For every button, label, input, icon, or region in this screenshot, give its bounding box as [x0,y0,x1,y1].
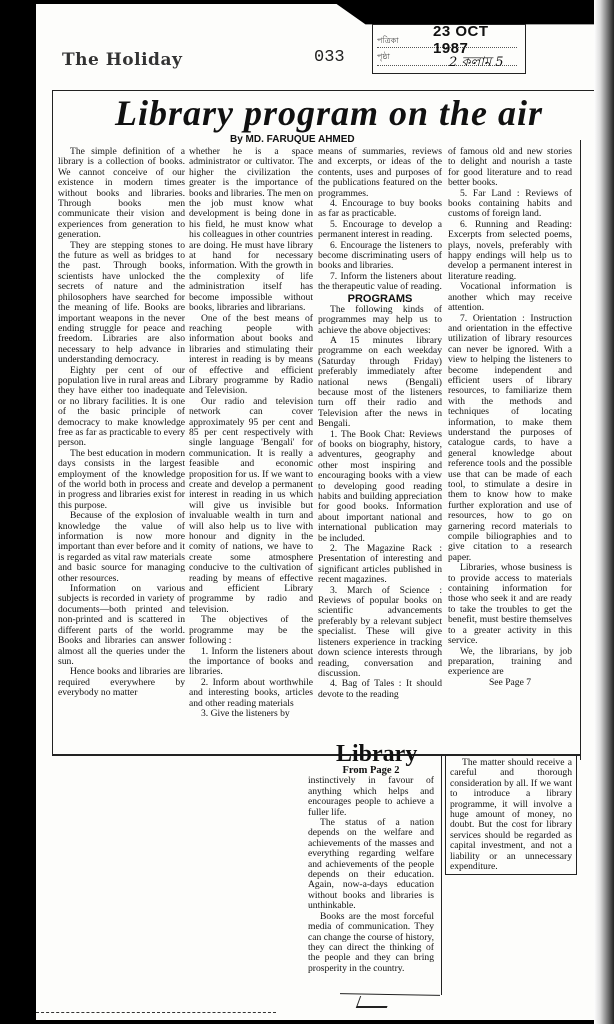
page-number: 033 [314,48,345,67]
from-page-line: From Page 2 [342,765,400,776]
article-column-2 [189,147,313,719]
paragraph: instinctively in favour of anything which helps and encourages people to achieve a fuller life. [308,775,434,818]
objective-item: 2. Inform about worthwhile and interesting books, articles and other reading materials [189,676,313,709]
objective-item: 6. Encourage the listeners to become discriminating users of books and libraries. [318,239,442,272]
article-byline: By MD. FARUQUE AHMED [230,134,355,145]
jump-line: See Page 7 [488,676,532,688]
article-left-rule [52,90,53,754]
continuation-column [308,766,434,974]
article-column-4 [448,147,572,688]
paragraph: Books are the most forceful media of communication. They can change the course of history, they can direct the thinking of the people and they can bring prosperity in the country. [308,910,434,974]
objective-item: 3. Give the listeners by [201,707,290,719]
paragraph: means of summaries, reviews and excerpts, or ideas of the contents, uses and purposes of the publications featured on the programmes. [318,146,442,199]
paragraph: Information on various subjects is recorded in variety of documents—both printed and non-printed and is scattered in different parts of the world. Books and libraries can answer almost all the queries under the sun. [58,583,185,667]
paragraph: We, the librarians, by job preparation, training and experience are [448,645,572,678]
continuation-box-text [450,758,572,872]
paragraph: They are stepping stones to the future as well as bridges to the past. Through books, scientists have unlocked the secrets of nature and the philosophers have searched for the meaning of life. Books are important weapons in the never ending struggle for peace and freedom. Libraries are also necessary to help advance in understanding democracy. [58,239,185,366]
paragraph: Hence books and libraries are required everywhere by everybody no matter [58,666,185,699]
continuation-column-rule [441,755,442,995]
section-subheading: PROGRAMS [347,292,413,305]
objective-item: 1. Inform the listeners about the importance of books and libraries. [189,645,313,678]
paragraph: of famous old and new stories to delight and nourish a taste for good literature and to read better books. [448,146,572,189]
continuation-heading: Library [336,741,418,767]
paragraph: Libraries, whose business is to provide access to materials containing information for those who seek it and are ready to take the troubles to get the benefit, must bestire themselves to a greater activity in this service. [448,562,572,647]
article-column-3 [318,147,442,700]
article-right-rule [580,140,581,760]
objective-item: 5. Encourage to develop a permanent interest in reading. [318,218,442,241]
newspaper-masthead: The Holiday [62,50,183,70]
stamp-date: 23 OCT 1987 [433,23,489,57]
paragraph: The objectives of the programme may be the following : [189,614,313,647]
program-item: 3. March of Science : Reviews of popular books on scientific advancements preferably by a relevant subject specialist. These will give listeners experience in tracking down science interests through reading, conversation and discussion. [318,584,442,679]
program-item: 1. The Book Chat: Reviews of books on biography, history, adventures, geography and other most inspiring and encouraging books with a view to developing good reading habits and building appreciation for good books. Information about important national and international publication may be included. [318,428,442,544]
paragraph: A 15 minutes library programme on each weekday (Saturday through Friday) preferably immediately after national news (Bengali) because most of the listeners turn off their radio and Television after the news in Bengali. [318,334,442,430]
stamp-row2-label: পৃষ্ঠা [377,52,390,61]
program-item: 7. Orientation : Instruction and orientation in the effective utilization of library resources can never be ignored. With a view to helping the listeners to become independent and efficient users of library resources, to familiarize them with the methods and techniques of locating information, to make them understand the purposes of catalogue cards, to have a general knowledge about reference tools and the possible use that can be made of each tool, to stimulate a desire in them to know how to make further exploration and use of resources, how to go on garnering record materials to compile biliographies and to give citation to a research paper. [448,312,572,563]
paragraph: whether he is a space administrator or cultivator. The higher the civilization the greater is the importance of books and libraries. The men on the job must know what development is being done in his field, he must know what his colleagues in other countries are doing. He must have library at hand for necessary information. With the growth in the complexity of life administration itself has become impossible without books, libraries and librarians. [189,146,313,314]
torn-edge [36,1004,276,1013]
objective-item: 7. Inform the listeners about the therapeutic value of reading. [318,270,442,293]
paragraph: Our radio and television network can cover approximately 95 per cent and 85 per cent respectively with single language 'Bengali' for communication. It is really a feasible and economic proposition for us. If we want to create and develop a permanent interest in reading in us which will give us invisible but invaluable wealth in turn and will also help us to live with honour and dignity in the comity of nations, we have to create some atmosphere conducive to the cultivation of reading by means of effective and efficient Library programme by radio and television. [189,395,313,615]
paragraph: The matter should receive a careful and thorough consideration by all. If we want to introduce a library programme, it will involve a huge amount of money, no doubt. But the cost for library services should be regarded as capital investment, and not a liability or an unnecessary expenditure. [450,757,572,873]
paragraph: The following kinds of programmes may help us to achieve the above objectives: [318,303,442,336]
scan-shadow-edge [594,0,614,1024]
paragraph: Because of the explosion of knowledge the value of information is now more important than ever before and it is regarded as vital raw materials and basic source for managing other resources. [58,510,185,584]
paragraph: Eighty per cent of our population live in rural areas and they have either too inadequate or no library facilities. It is one of the basic principle of democracy to make knowledge free as far as practicable to every person. [58,364,185,449]
paragraph: The simple definition of a library is a collection of books. We cannot conceive of our existence in modern times without books and libraries. Through books men communicate their vision and experiences from generation to generation. [58,146,185,241]
paragraph: The status of a nation depends on the welfare and achievements of the masses and everything regarding welfare and achievements of the people depends on their education. Again, now-a-days education without books and libraries is unthinkable. [308,817,434,912]
archive-stamp [372,24,526,74]
article-column-1 [58,147,185,699]
paragraph: One of the best means of reaching people with information about books and libraries and stimulating their interest in reading is by means of effective and efficient Library programme by Radio and Television. [189,312,313,397]
paragraph: The best education in modern days consists in the largest employment of the knowledge of the world both in process and in progress and libraries exist for this purpose. [58,447,185,511]
stamp-row1-label: পত্রিকা [377,36,399,45]
handwritten-check-mark [356,996,391,1008]
program-item: 5. Far Land : Reviews of books containing habits and customs of foreign land. [448,187,572,220]
paragraph: Vocational information is another which may receive attention. [448,281,572,314]
program-item: 6. Running and Reading: Excerpts from selected poems, plays, novels, preferably with happy endings will help us to develop a permanent interest in literature reading. [448,218,572,282]
stamp-page-column-value: 2 কলাম 5 [449,55,504,70]
program-item: 4. Bag of Tales : It should devote to the reading [318,678,442,700]
program-item: 2. The Magazine Rack : Presentation of interesting and significant articles published in recent magazines. [318,543,442,586]
objective-item: 4. Encourage to buy books as far as practicable. [318,198,442,220]
article-headline: Library program on the air [114,93,544,133]
